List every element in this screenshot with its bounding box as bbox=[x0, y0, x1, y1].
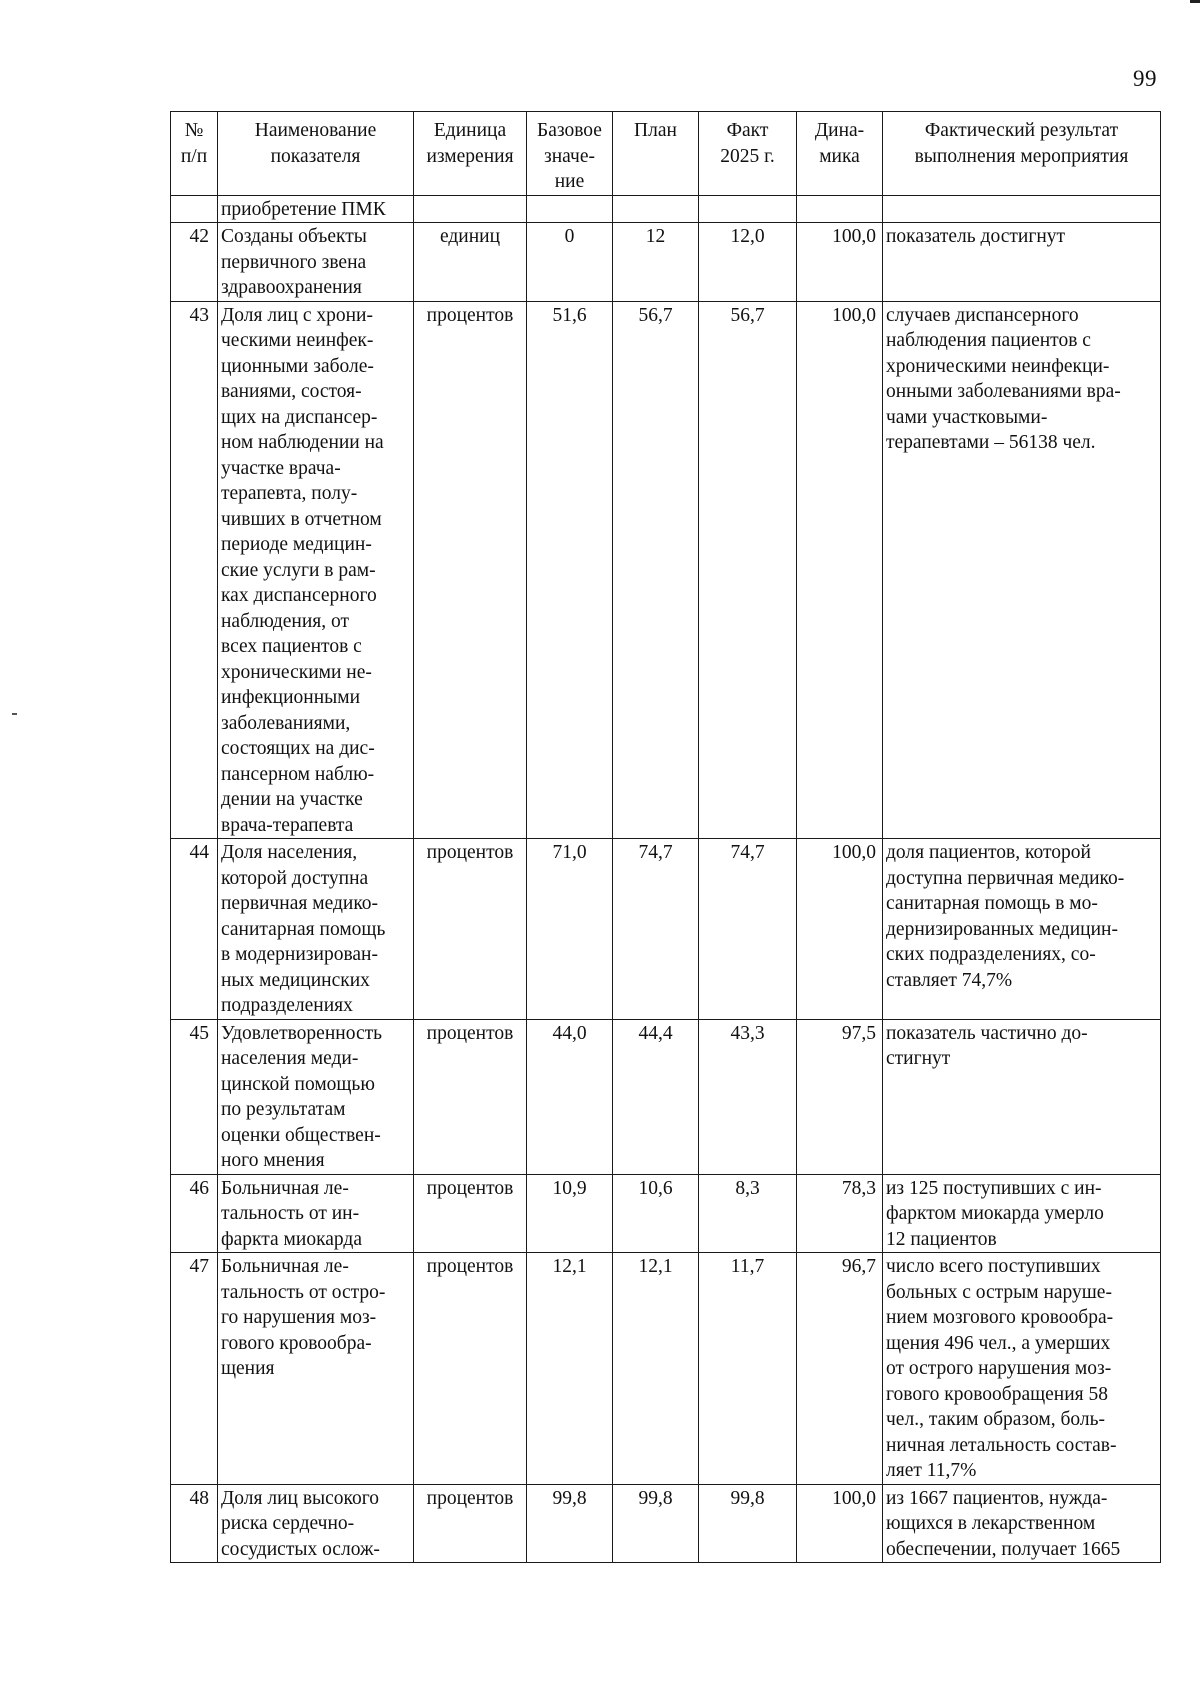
indicator-name-line: первичная медико- bbox=[221, 893, 379, 914]
fact-value: 56,7 bbox=[699, 301, 797, 839]
header-name bbox=[218, 112, 414, 196]
result-text-line: ничная летальность состав- bbox=[886, 1434, 1117, 1456]
indicator-name bbox=[218, 301, 414, 839]
table-row bbox=[171, 223, 1161, 302]
indicator-name bbox=[218, 839, 414, 1020]
result-text-line: гового кровообращения 58 bbox=[886, 1383, 1108, 1405]
indicator-name-line: подразделениях bbox=[221, 995, 353, 1016]
result-text-line: 12 пациентов bbox=[886, 1228, 997, 1250]
result-text-line: санитарная помощь в мо- bbox=[886, 893, 1098, 914]
result-text-line: больных с острым наруше- bbox=[886, 1281, 1112, 1303]
fact-value: 43,3 bbox=[699, 1019, 797, 1174]
table-header bbox=[171, 112, 1161, 196]
indicator-name-line: врача-терапевта bbox=[221, 814, 354, 836]
scan-artifact bbox=[12, 713, 17, 715]
indicator-name bbox=[218, 1253, 414, 1485]
table-row bbox=[171, 1484, 1161, 1563]
indicator-name-line: состоящих на дис- bbox=[221, 738, 375, 759]
indicator-name-line: тальность от ин- bbox=[221, 1203, 360, 1224]
scan-corner-mark bbox=[1190, 0, 1200, 13]
plan-value: 44,4 bbox=[613, 1019, 699, 1174]
header-line: Базовое bbox=[537, 120, 602, 141]
plan-value: 99,8 bbox=[613, 1484, 699, 1563]
unit-cell: процентов bbox=[414, 839, 527, 1020]
indicator-name-line: Доля лиц с хрони- bbox=[221, 304, 373, 326]
indicator-name-line: ваниями, состоя- bbox=[221, 381, 362, 402]
indicator-name-line: заболеваниями, bbox=[221, 712, 351, 734]
dynamics-value bbox=[797, 195, 883, 223]
plan-value: 12,1 bbox=[613, 1253, 699, 1485]
result-text-line: наблюдения пациентов с bbox=[886, 330, 1091, 351]
header-line: п/п bbox=[180, 145, 208, 167]
result-text bbox=[883, 195, 1161, 223]
result-text-line: чел., таким образом, боль- bbox=[886, 1409, 1106, 1430]
table-body bbox=[171, 195, 1161, 1563]
header-line: измерения bbox=[426, 145, 514, 167]
indicator-name-line: ном наблюдении на bbox=[221, 432, 384, 453]
plan-value: 10,6 bbox=[613, 1174, 699, 1253]
result-text-line: дернизированных медицин- bbox=[886, 918, 1118, 940]
header-line: Единица bbox=[433, 120, 507, 141]
indicator-name-line: Доля населения, bbox=[221, 842, 358, 863]
plan-value: 74,7 bbox=[613, 839, 699, 1020]
indicators-table bbox=[170, 111, 1161, 1563]
indicator-name bbox=[218, 1019, 414, 1174]
indicator-name-line: гового кровообра- bbox=[221, 1332, 372, 1354]
table-row bbox=[171, 301, 1161, 839]
indicator-name-line: первичного звена bbox=[221, 251, 367, 273]
result-text-line: показатель частично до- bbox=[886, 1022, 1088, 1044]
header-fact bbox=[699, 112, 797, 196]
header-line: выполнения мероприятия bbox=[914, 145, 1129, 167]
dynamics-value: 100,0 bbox=[797, 1484, 883, 1563]
indicator-name-line: фаркта миокарда bbox=[221, 1228, 362, 1250]
header-line: значе- bbox=[544, 145, 595, 167]
header-num bbox=[171, 112, 218, 196]
unit-cell: процентов bbox=[414, 1253, 527, 1485]
row-number bbox=[171, 195, 218, 223]
fact-value: 99,8 bbox=[699, 1484, 797, 1563]
indicator-name-line: санитарная помощь bbox=[221, 918, 386, 940]
row-number: 46 bbox=[171, 1174, 218, 1253]
header-line: 2025 г. bbox=[720, 145, 775, 167]
row-number: 47 bbox=[171, 1253, 218, 1485]
fact-value: 8,3 bbox=[699, 1174, 797, 1253]
indicator-name bbox=[218, 195, 414, 223]
indicator-name-line: инфекционными bbox=[221, 687, 361, 708]
result-text-line: терапевтами – 56138 чел. bbox=[886, 432, 1096, 453]
plan-value bbox=[613, 195, 699, 223]
page-number: 99 bbox=[1133, 66, 1157, 91]
indicator-name-line: всех пациентов с bbox=[221, 636, 362, 657]
table-row bbox=[171, 195, 1161, 223]
indicator-name-line: Больничная ле- bbox=[221, 1256, 349, 1277]
result-text bbox=[883, 223, 1161, 302]
result-text bbox=[883, 1253, 1161, 1485]
result-text-line: от острого нарушения моз- bbox=[886, 1358, 1112, 1379]
indicator-name-line: сосудистых ослож- bbox=[221, 1538, 380, 1560]
indicator-name-line: ках диспансерного bbox=[221, 585, 377, 606]
indicator-name bbox=[218, 1484, 414, 1563]
dynamics-value: 100,0 bbox=[797, 223, 883, 302]
result-text-line: стигнут bbox=[886, 1048, 951, 1069]
fact-value: 74,7 bbox=[699, 839, 797, 1020]
indicator-name-line: приобретение ПМК bbox=[221, 198, 386, 220]
indicator-name-line: участке врача- bbox=[221, 457, 341, 479]
base-value: 12,1 bbox=[527, 1253, 613, 1485]
indicator-name-line: наблюдения, от bbox=[221, 610, 350, 632]
indicator-name-line: чивших в отчетном bbox=[221, 508, 382, 530]
table-row bbox=[171, 1019, 1161, 1174]
result-text bbox=[883, 1174, 1161, 1253]
indicator-name-line: го нарушения моз- bbox=[221, 1307, 377, 1328]
row-number: 43 bbox=[171, 301, 218, 839]
indicator-name-line: терапевта, полу- bbox=[221, 483, 358, 504]
row-number: 42 bbox=[171, 223, 218, 302]
indicator-name bbox=[218, 1174, 414, 1253]
row-number: 48 bbox=[171, 1484, 218, 1563]
result-text-line: хроническими неинфекци- bbox=[886, 355, 1110, 377]
dynamics-value: 97,5 bbox=[797, 1019, 883, 1174]
indicator-name-line: дении на участке bbox=[221, 789, 363, 810]
base-value: 0 bbox=[527, 223, 613, 302]
indicator-name-line: щения bbox=[221, 1358, 275, 1379]
result-text-line: щения 496 чел., а умерших bbox=[886, 1332, 1111, 1354]
indicator-name-line: периоде медицин- bbox=[221, 534, 372, 555]
indicator-name-line: щих на диспансер- bbox=[221, 406, 378, 428]
result-text-line: чами участковыми- bbox=[886, 406, 1048, 428]
header-line: План bbox=[634, 120, 677, 141]
result-text-line: доступна первичная медико- bbox=[886, 867, 1125, 889]
indicator-name-line: ного мнения bbox=[221, 1150, 325, 1171]
result-text-line: показатель достигнут bbox=[886, 226, 1066, 247]
indicator-name-line: хроническими не- bbox=[221, 661, 372, 683]
unit-cell: процентов bbox=[414, 1019, 527, 1174]
table-row bbox=[171, 1253, 1161, 1485]
result-text-line: случаев диспансерного bbox=[886, 304, 1079, 326]
indicator-name-line: Доля лиц высокого bbox=[221, 1487, 380, 1509]
header-line: Дина- bbox=[814, 120, 865, 141]
indicator-name-line: ных медицинских bbox=[221, 969, 370, 991]
result-text bbox=[883, 301, 1161, 839]
indicator-name-line: ские услуги в рам- bbox=[221, 559, 376, 581]
indicator-name-line: цинской помощью bbox=[221, 1073, 375, 1095]
fact-value: 11,7 bbox=[699, 1253, 797, 1485]
header-line: № bbox=[184, 120, 204, 141]
header-base bbox=[527, 112, 613, 196]
indicator-name-line: оценки обществен- bbox=[221, 1124, 381, 1146]
indicator-name-line: в модернизирован- bbox=[221, 944, 378, 965]
base-value: 51,6 bbox=[527, 301, 613, 839]
indicator-name bbox=[218, 223, 414, 302]
indicator-name-line: риска сердечно- bbox=[221, 1513, 355, 1534]
header-line: Фактический результат bbox=[924, 120, 1119, 141]
table-row bbox=[171, 1174, 1161, 1253]
plan-value: 12 bbox=[613, 223, 699, 302]
result-text-line: число всего поступивших bbox=[886, 1256, 1101, 1277]
unit-cell: процентов bbox=[414, 1484, 527, 1563]
header-line: мика bbox=[819, 145, 860, 167]
row-number: 44 bbox=[171, 839, 218, 1020]
unit-cell: единиц bbox=[414, 223, 527, 302]
unit-cell: процентов bbox=[414, 1174, 527, 1253]
indicator-name-line: населения меди- bbox=[221, 1048, 359, 1069]
plan-value: 56,7 bbox=[613, 301, 699, 839]
indicator-name-line: ционными заболе- bbox=[221, 355, 374, 377]
result-text-line: обеспечении, получает 1665 bbox=[886, 1538, 1121, 1560]
unit-cell bbox=[414, 195, 527, 223]
indicator-name-line: Удовлетворенность bbox=[221, 1022, 383, 1044]
indicator-name-line: ческими неинфек- bbox=[221, 330, 374, 351]
dynamics-value: 100,0 bbox=[797, 839, 883, 1020]
fact-value: 12,0 bbox=[699, 223, 797, 302]
indicator-name-line: Больничная ле- bbox=[221, 1177, 349, 1199]
indicator-name-line: пансерном наблю- bbox=[221, 763, 375, 785]
header-line: Наименование bbox=[254, 120, 377, 141]
dynamics-value: 96,7 bbox=[797, 1253, 883, 1485]
result-text-line: ющихся в лекарственном bbox=[886, 1513, 1096, 1534]
indicator-name-line: тальность от остро- bbox=[221, 1281, 386, 1303]
result-text-line: нием мозгового кровообра- bbox=[886, 1307, 1114, 1328]
result-text-line: ских подразделениях, со- bbox=[886, 944, 1096, 965]
indicator-name-line: которой доступна bbox=[221, 867, 369, 889]
header-line: Факт bbox=[726, 120, 769, 141]
header-line: показателя bbox=[270, 145, 361, 167]
result-text-line: онными заболеваниями вра- bbox=[886, 381, 1121, 402]
table-row bbox=[171, 839, 1161, 1020]
base-value: 44,0 bbox=[527, 1019, 613, 1174]
base-value bbox=[527, 195, 613, 223]
indicator-name-line: по результатам bbox=[221, 1099, 346, 1120]
result-text-line: ставляет 74,7% bbox=[886, 969, 1013, 991]
base-value: 10,9 bbox=[527, 1174, 613, 1253]
base-value: 99,8 bbox=[527, 1484, 613, 1563]
header-result bbox=[883, 112, 1161, 196]
result-text-line: ляет 11,7% bbox=[886, 1460, 977, 1481]
indicator-name-line: Созданы объекты bbox=[221, 226, 367, 247]
base-value: 71,0 bbox=[527, 839, 613, 1020]
indicator-name-line: здравоохранения bbox=[221, 277, 362, 298]
result-text bbox=[883, 1019, 1161, 1174]
header-unit bbox=[414, 112, 527, 196]
header-line: ние bbox=[554, 171, 585, 192]
result-text-line: из 1667 пациентов, нужда- bbox=[886, 1487, 1108, 1509]
result-text-line: фарктом миокарда умерло bbox=[886, 1203, 1104, 1224]
fact-value bbox=[699, 195, 797, 223]
header-dynamics bbox=[797, 112, 883, 196]
result-text bbox=[883, 1484, 1161, 1563]
unit-cell: процентов bbox=[414, 301, 527, 839]
row-number: 45 bbox=[171, 1019, 218, 1174]
dynamics-value: 78,3 bbox=[797, 1174, 883, 1253]
result-text bbox=[883, 839, 1161, 1020]
header-plan bbox=[613, 112, 699, 196]
dynamics-value: 100,0 bbox=[797, 301, 883, 839]
result-text-line: из 125 поступивших с ин- bbox=[886, 1177, 1102, 1199]
result-text-line: доля пациентов, которой bbox=[886, 842, 1091, 863]
